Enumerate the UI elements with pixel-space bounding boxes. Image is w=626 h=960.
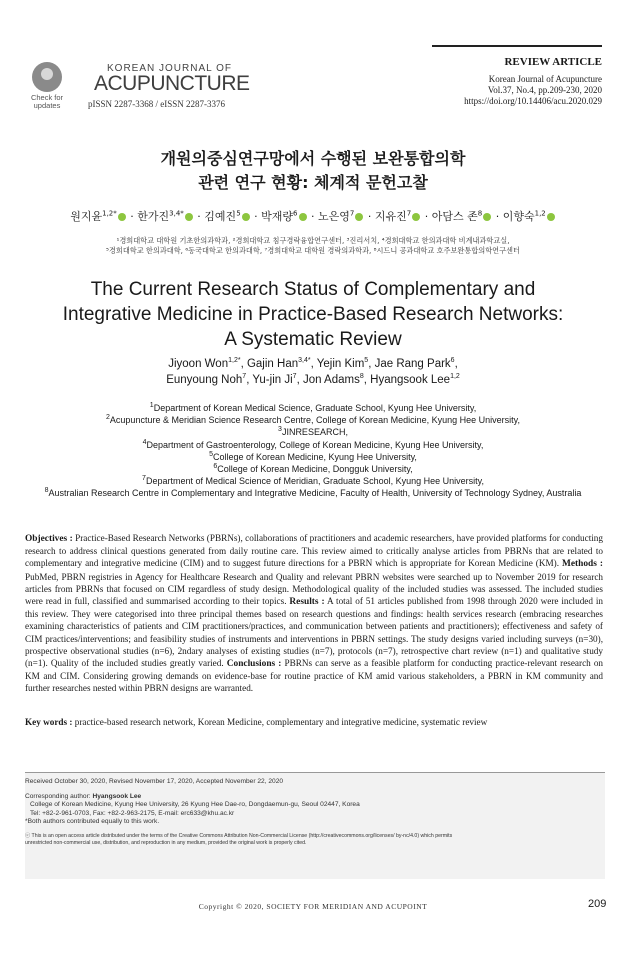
orcid-icon[interactable] xyxy=(412,213,420,221)
keywords xyxy=(25,716,603,728)
korean-affil-line2: ⁵경희대학교 한의과대학, ⁶동국대학교 한의과대학, ⁷경희대학교 대학원 경락의과학과, ⁸시드니 공과대학교 호주보완통합의학연구센터 xyxy=(106,246,520,255)
orcid-icon[interactable] xyxy=(483,213,491,221)
english-affiliation xyxy=(0,451,626,463)
english-affiliation xyxy=(0,426,626,438)
korean-title-line1: 개원의중심연구망에서 수행된 보완통합의학 xyxy=(160,149,466,168)
english-title-line2: Integrative Medicine in Practice-Based Research Networks: xyxy=(62,304,564,325)
english-title xyxy=(0,277,626,352)
corresponding-contact: Tel: +82-2-961-0703, Fax: +82-2-963-2175, E-mail: erc633@khu.ac.kr xyxy=(30,809,235,817)
corresponding-address: College of Korean Medicine, Kyung Hee University, 26 Kyung Hee Dae-ro, Dongdaemun-gu, Seoul 02447, Korea xyxy=(30,801,360,809)
korean-title xyxy=(0,147,626,195)
author-separator: · xyxy=(492,210,503,223)
author-affil-sup: 1,2 xyxy=(450,373,460,381)
received-dates: Received October 30, 2020, Revised November 17, 2020, Accepted November 22, 2020 xyxy=(25,778,284,785)
affiliation-text: Department of Gastroenterology, College of Korean Medicine, Kyung Hee University, xyxy=(146,439,484,450)
issn: pISSN 2287-3368 / eISSN 2287-3376 xyxy=(88,99,226,109)
korean-author: 지유진 xyxy=(374,210,407,223)
header-rule xyxy=(432,45,602,47)
author-separator: · xyxy=(193,210,205,223)
affiliation-number: 2 xyxy=(106,414,110,422)
korean-author: 노은영 xyxy=(318,210,350,223)
english-affiliation xyxy=(0,487,626,499)
affiliation-text: Department of Korean Medical Science, Graduate School, Kyung Hee University, xyxy=(153,403,477,413)
english-title-line3: A Systematic Review xyxy=(224,329,402,350)
affiliation-number: 8 xyxy=(44,487,49,495)
corresponding-label: Corresponding author: xyxy=(25,792,93,800)
orcid-icon[interactable] xyxy=(185,213,193,221)
abstract xyxy=(25,532,603,695)
korean-title-line2: 관련 연구 현황: 체계적 문헌고찰 xyxy=(198,173,428,192)
methods-label: Methods : xyxy=(561,559,603,570)
orcid-icon[interactable] xyxy=(299,213,307,221)
keywords-text: practice-based research network, Korean Medicine, complementary and integrative medicine, systematic review xyxy=(72,717,488,727)
affiliation-number: 6 xyxy=(213,463,218,471)
author-affil-sup: 1,2* xyxy=(102,209,117,218)
english-affiliation xyxy=(0,414,626,426)
journal-name: ACUPUNCTURE xyxy=(94,72,250,95)
orcid-icon[interactable] xyxy=(118,213,126,221)
korean-affil-line1: ¹경희대학교 대학원 기초한의과학과, ²경희대학교 침구경락융합연구센터, ³진리서치, ⁴경희대학교 한의과대학 비계내과학교실, xyxy=(116,236,510,245)
korean-author-list xyxy=(0,208,626,224)
author-affil-sup: 5 xyxy=(364,357,369,365)
license-line1: This is an open access article distributed under the terms of the Creative Commons Attribution Non-Commercial License (http://creativecommons.org/licenses/ by-nc/4.0) which permits xyxy=(31,832,453,839)
citation-journal: Korean Journal of Acupuncture xyxy=(488,74,602,84)
author-separator: , xyxy=(368,358,375,370)
english-authors-line2 xyxy=(0,372,626,388)
author-separator: , xyxy=(240,358,247,370)
page-number: 209 xyxy=(588,898,607,910)
english-affiliation xyxy=(0,402,626,414)
author-separator: · xyxy=(421,210,432,223)
author-separator: · xyxy=(250,210,262,223)
badge-line2: updates xyxy=(33,101,61,110)
author-affil-sup: 6 xyxy=(293,209,298,218)
korean-author: 김예진 xyxy=(204,210,237,223)
orcid-icon[interactable] xyxy=(355,213,363,221)
english-title-line1: The Current Research Status of Complementary and xyxy=(90,279,536,300)
affiliation-text: Department of Medical Science of Meridian, Graduate School, Kyung Hee University, xyxy=(145,476,484,487)
objectives-text: Practice-Based Research Networks (PBRNs), collaborations of practitioners and academic researchers, have provided platforms for conducting research to address clinical questions generated from daily routine care. This review aimed to critically analyse articles from PBRNs that are related to complementary and integrative medicine (CIM) and to suggest future directions for a PBRN which is appropriate for Korean Medicine (KM). xyxy=(25,533,603,569)
author-affil-sup: 5 xyxy=(236,209,241,218)
author-separator: , xyxy=(296,374,303,386)
orcid-icon[interactable] xyxy=(547,213,555,221)
affiliation-number: 7 xyxy=(142,475,146,483)
korean-author: 한가진 xyxy=(137,210,170,223)
results-text: A total of 51 articles published from 1998 through 2020 were included in this review. They were categorised into three principal themes based on research questions and findings: health services research (embracing researches examining characteristics of patients and CIM practitioners/practices, and communication between patients and practitioners); effectiveness and safety of CIM practices/interventions; and feasibility studies of instruments and interventions in PBRN settings. The study designs varied including surveys (n=30), prospective observational studies (n=6), 2ndary analyses of existing studies (n=7), protocols (n=7), retrospective chart review (n=1) and qualitative study (n=1). Quality of the included studies greatly varied. xyxy=(25,596,604,669)
author-separator: · xyxy=(364,210,375,223)
methods-text: PubMed, PBRN registries in Agency for Healthcare Research and Quality and relevant PBRN websites were searched up to November 2019 for research articles from PBRNs that focused on CIM regardless of study design. Methodological quality of the included studies was assessed. The included studies were read in full, classified and summarised according to their topics. xyxy=(25,571,603,607)
affiliation-text: Acupuncture & Meridian Science Research Centre, College of Korean Medicine, Kyung Hee University, xyxy=(109,415,520,426)
orcid-icon[interactable] xyxy=(242,213,250,221)
author-affil-sup: 7 xyxy=(292,373,297,381)
author-separator: · xyxy=(126,210,138,223)
author-affil-sup: 3,4* xyxy=(169,209,184,218)
author-affil-sup: 1,2* xyxy=(228,357,241,365)
korean-author: 원지윤 xyxy=(70,210,103,223)
citation-volume: Vol.37, No.4, pp.209-230, 2020 xyxy=(487,85,602,95)
english-author-list xyxy=(0,356,626,388)
cc-icon: ⓒ xyxy=(25,832,32,839)
korean-affiliations xyxy=(0,236,626,256)
korean-author: 아담스 존 xyxy=(431,210,478,223)
english-author: Jae Rang Park xyxy=(374,358,451,370)
affiliation-number: 4 xyxy=(142,438,147,446)
author-affil-sup: 1,2 xyxy=(534,209,546,218)
check-for-updates-badge[interactable] xyxy=(25,62,69,110)
badge-line1: Check for xyxy=(30,93,64,102)
bookmark-icon xyxy=(32,62,62,92)
footer-notes xyxy=(25,778,603,847)
author-affil-sup: 8 xyxy=(477,209,483,218)
conclusions-text: PBRNs can serve as a feasible platform for conducting practice-relevant research on KM and CIM. Considering growing demands on evidence-base for routine practice of KM amid various stakeholders, a PBRN in KM community and further researches nested within PBRN designs are warranted. xyxy=(25,658,604,694)
affiliation-text: Australian Research Centre in Complementary and Integrative Medicine, Faculty of Health, University of Technology Sydney, Australia xyxy=(48,488,582,499)
korean-author: 박재량 xyxy=(261,210,294,223)
author-affil-sup: 7 xyxy=(242,373,247,381)
english-affiliations xyxy=(0,402,626,500)
affiliation-text: College of Korean Medicine, Dongguk University, xyxy=(217,464,413,475)
affiliation-text: JINRESEARCH, xyxy=(281,427,348,438)
affiliation-number: 3 xyxy=(278,426,282,434)
affiliation-text: College of Korean Medicine, Kyung Hee University, xyxy=(212,451,417,462)
author-separator: , xyxy=(246,374,253,386)
citation-block xyxy=(420,74,602,107)
english-author: Jiyoon Won xyxy=(168,358,229,370)
copyright: Copyright © 2020, SOCIETY FOR MERIDIAN AND ACUPOINT xyxy=(198,902,428,911)
author-affil-sup: 3,4* xyxy=(298,357,311,365)
corresponding-name: Hyangsook Lee xyxy=(92,792,142,800)
license-line2: unrestricted non-commercial use, distribution, and reproduction in any medium, provided the original work is properly cited. xyxy=(25,839,307,846)
author-separator: · xyxy=(307,210,319,223)
author-affil-sup: 8 xyxy=(359,373,364,381)
journal-top-label: KOREAN JOURNAL OF xyxy=(107,63,232,74)
license-notice xyxy=(25,833,603,847)
author-affil-sup: 7 xyxy=(349,209,355,218)
citation-doi[interactable]: https://doi.org/10.14406/acu.2020.029 xyxy=(464,96,602,106)
english-affiliation xyxy=(0,475,626,487)
english-author: Eunyoung Noh xyxy=(166,374,243,386)
author-affil-sup: 7 xyxy=(406,209,412,218)
equal-contribution: *Both authors contributed equally to this work. xyxy=(25,818,160,826)
english-affiliation xyxy=(0,463,626,475)
author-separator: , xyxy=(363,374,371,386)
english-author: Yejin Kim xyxy=(316,358,365,370)
author-separator: , xyxy=(310,358,317,370)
author-affil-sup: 6 xyxy=(450,357,455,365)
conclusions-label: Conclusions : xyxy=(226,659,282,670)
keywords-label: Key words : xyxy=(25,717,73,727)
results-label: Results : xyxy=(289,597,325,608)
author-separator: , xyxy=(454,358,458,370)
english-authors-line1 xyxy=(0,356,626,372)
korean-author: 이향숙 xyxy=(502,210,535,223)
english-author: Yu-jin Ji xyxy=(252,374,293,386)
english-author: Gajin Han xyxy=(246,358,299,370)
english-author: Hyangsook Lee xyxy=(370,374,451,386)
english-author: Jon Adams xyxy=(302,374,360,386)
english-affiliation xyxy=(0,439,626,451)
corresponding-author xyxy=(25,793,603,802)
article-type-label: REVIEW ARTICLE xyxy=(504,56,602,68)
affiliation-number: 1 xyxy=(149,402,154,409)
affiliation-number: 5 xyxy=(209,450,213,458)
objectives-label: Objectives : xyxy=(25,534,73,544)
